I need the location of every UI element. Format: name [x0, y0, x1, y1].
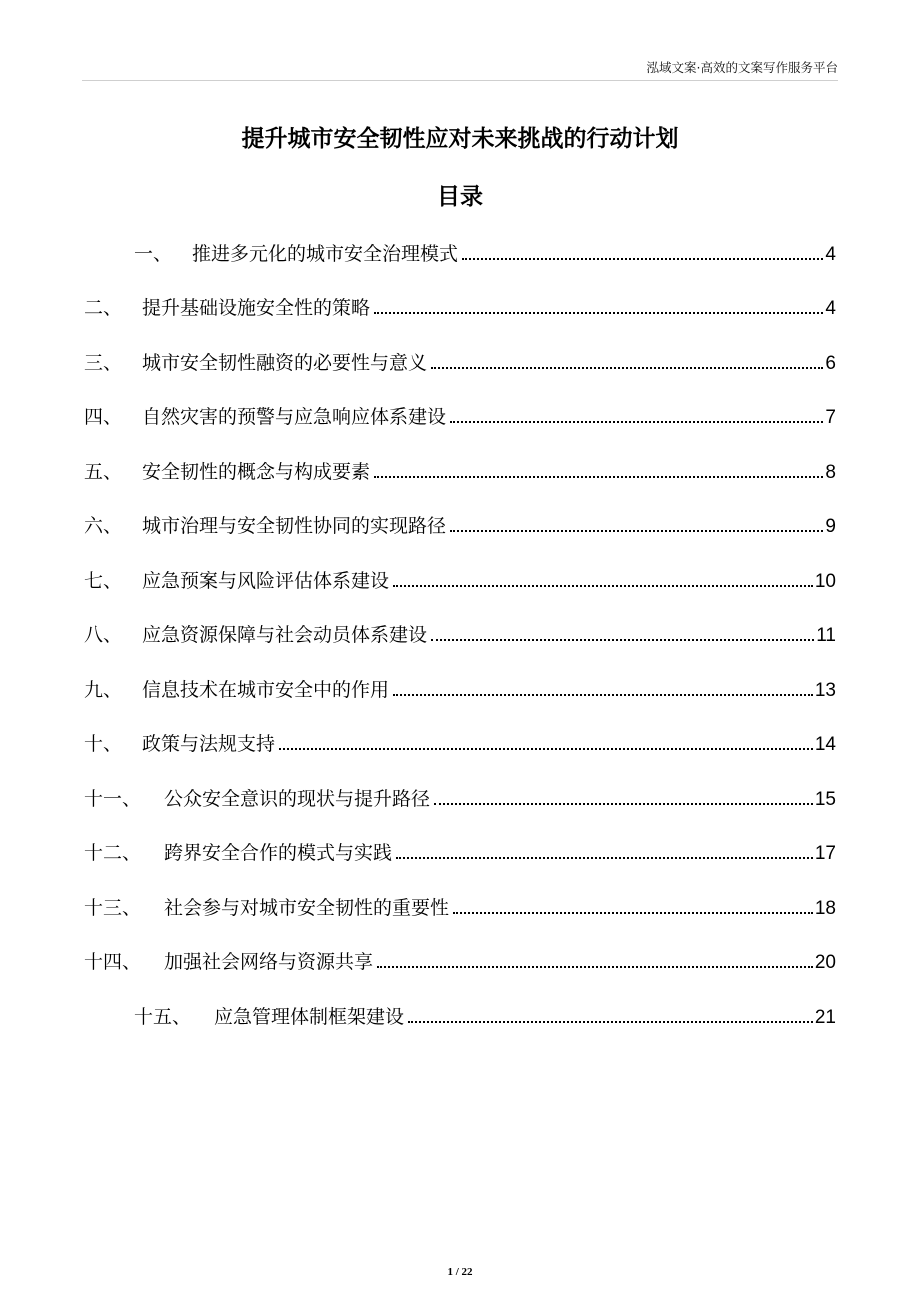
toc-entry-title: 应急管理体制框架建设 — [214, 1006, 405, 1028]
toc-entry-number: 十、 — [84, 733, 123, 755]
toc-entry[interactable] — [84, 508, 836, 538]
toc-entry-page: 10 — [814, 571, 836, 592]
header-divider — [82, 80, 838, 81]
toc-entry-page: 11 — [816, 625, 836, 646]
toc-entry-number: 二、 — [84, 297, 123, 319]
toc-dot-leader — [393, 584, 813, 587]
toc-entry-title: 推进多元化的城市安全治理模式 — [192, 243, 459, 265]
toc-entry-title: 安全韧性的概念与构成要素 — [142, 461, 371, 483]
toc-entry-page: 7 — [825, 407, 836, 428]
toc-dot-leader — [374, 311, 823, 314]
toc-entry-page: 4 — [825, 298, 836, 319]
toc-entry-title: 应急预案与风险评估体系建设 — [142, 570, 390, 592]
toc-entry-title: 信息技术在城市安全中的作用 — [142, 679, 390, 701]
toc-entry-number: 九、 — [84, 679, 123, 701]
toc-entry-page: 4 — [825, 244, 836, 265]
toc-dot-leader — [431, 366, 823, 369]
toc-entry-title: 跨界安全合作的模式与实践 — [164, 842, 393, 864]
toc-entry-title: 应急资源保障与社会动员体系建设 — [142, 624, 428, 646]
toc-entry-page: 18 — [814, 898, 836, 919]
toc-entry-number: 六、 — [84, 515, 123, 537]
toc-entry-number: 四、 — [84, 406, 123, 428]
toc-dot-leader — [431, 638, 814, 641]
toc-entry-number: 十三、 — [84, 897, 142, 919]
toc-entry[interactable] — [134, 999, 836, 1029]
toc-dot-leader — [279, 747, 813, 750]
toc-entry-number: 三、 — [84, 352, 123, 374]
toc-dot-leader — [450, 529, 823, 532]
toc-entry-page: 9 — [825, 516, 836, 537]
toc-entry[interactable] — [84, 563, 836, 593]
toc-dot-leader — [434, 802, 813, 805]
toc-entry[interactable] — [84, 890, 836, 920]
toc-entry-page: 6 — [825, 353, 836, 374]
toc-entry-title: 加强社会网络与资源共享 — [164, 951, 374, 973]
toc-entry-number: 五、 — [84, 461, 123, 483]
page-header: 泓域文案·高效的文案写作服务平台 — [646, 60, 838, 75]
toc-entry-page: 17 — [814, 843, 836, 864]
toc-entry-number: 十二、 — [84, 842, 142, 864]
toc-entry[interactable] — [84, 345, 836, 375]
toc-entry[interactable] — [84, 617, 836, 647]
toc-entry[interactable] — [134, 236, 836, 266]
toc-entry-number: 十五、 — [134, 1006, 192, 1028]
toc-entry-number: 十四、 — [84, 951, 142, 973]
toc-entry[interactable] — [84, 781, 836, 811]
toc-dot-leader — [393, 693, 813, 696]
toc-entry-title: 社会参与对城市安全韧性的重要性 — [164, 897, 450, 919]
toc-entry-title: 城市安全韧性融资的必要性与意义 — [142, 352, 428, 374]
toc-entry-page: 13 — [814, 680, 836, 701]
toc-entry[interactable] — [84, 399, 836, 429]
toc-dot-leader — [453, 911, 813, 914]
page-number-indicator: 1 / 22 — [447, 1266, 473, 1278]
toc-entry-title: 提升基础设施安全性的策略 — [142, 297, 371, 319]
toc-entry-title: 政策与法规支持 — [142, 733, 276, 755]
toc-entry-number: 十一、 — [84, 788, 142, 810]
toc-dot-leader — [396, 856, 813, 859]
toc-entry-page: 14 — [814, 734, 836, 755]
toc-entry[interactable] — [84, 672, 836, 702]
toc-entry-title: 公众安全意识的现状与提升路径 — [164, 788, 431, 810]
toc-entry[interactable] — [84, 290, 836, 320]
toc-dot-leader — [462, 257, 823, 260]
toc-entry-number: 八、 — [84, 624, 123, 646]
toc-entry-page: 15 — [814, 789, 836, 810]
toc-entry-number: 一、 — [134, 243, 173, 265]
toc-entry[interactable] — [84, 835, 836, 865]
toc-entry-title: 城市治理与安全韧性协同的实现路径 — [142, 515, 447, 537]
toc-dot-leader — [408, 1020, 813, 1023]
toc-entry-number: 七、 — [84, 570, 123, 592]
document-title: 提升城市安全韧性应对未来挑战的行动计划 — [241, 126, 679, 152]
toc-entry-page: 20 — [814, 952, 836, 973]
toc-dot-leader — [374, 475, 823, 478]
toc-entry-title: 自然灾害的预警与应急响应体系建设 — [142, 406, 447, 428]
toc-dot-leader — [377, 965, 813, 968]
toc-entry[interactable] — [84, 726, 836, 756]
toc-entry-page: 8 — [825, 462, 836, 483]
toc-entry[interactable] — [84, 944, 836, 974]
toc-dot-leader — [450, 420, 823, 423]
toc-heading: 目录 — [437, 184, 483, 210]
toc-entry-page: 21 — [814, 1007, 836, 1028]
toc-entry[interactable] — [84, 454, 836, 484]
